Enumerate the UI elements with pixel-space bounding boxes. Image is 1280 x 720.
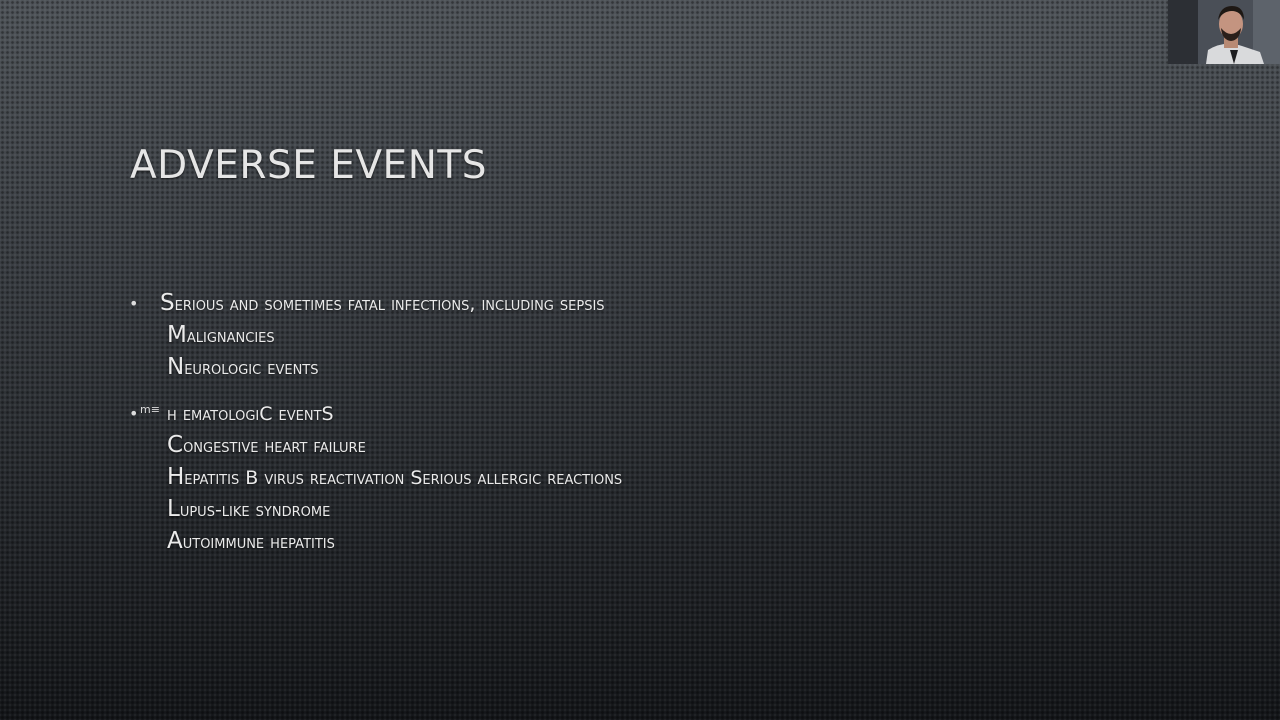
bullet-item-initial: M (167, 322, 187, 348)
bullet-item-initial: H (167, 464, 185, 490)
bullet-item (167, 464, 622, 490)
bullet-marker: • (129, 404, 139, 423)
bullet-item-initial: A (167, 528, 183, 554)
slide-title: ADVERSE EVENTS (130, 143, 487, 188)
bullet-item-text: ongestive heart failure (183, 435, 366, 457)
bullet-item (167, 528, 335, 554)
presenter-webcam[interactable] (1168, 0, 1280, 64)
bullet-item (167, 322, 275, 348)
bullet-item-text: upus-like syndrome (179, 499, 331, 521)
bullet-item-initial: S (160, 290, 175, 316)
bullet-item-text: epatitis B virus reactivation Serious allergic reactions (184, 467, 623, 489)
presenter-video-icon (1168, 0, 1280, 64)
bullet-item-text: h ematologiC eventS (167, 403, 334, 425)
bullet-item-initial: C (167, 432, 184, 458)
bullet-item (167, 400, 334, 426)
bullet-item (167, 496, 330, 522)
bullet-marker: • (129, 294, 139, 313)
bullet-item-initial: N (167, 354, 185, 380)
bullet-item-text: eurologic events (184, 357, 319, 379)
bullet-item (167, 354, 319, 380)
bullet-item (167, 432, 366, 458)
bullet-item-text: utoimmune hepatitis (182, 531, 335, 553)
bullet-item-text: alignancies (186, 325, 275, 347)
bullet-item-text: erious and sometimes fatal infections, including sepsis (174, 293, 605, 315)
bullet-item-initial: L (167, 496, 180, 522)
garbled-glyph: m≡ (140, 403, 160, 416)
bullet-item (160, 290, 605, 316)
